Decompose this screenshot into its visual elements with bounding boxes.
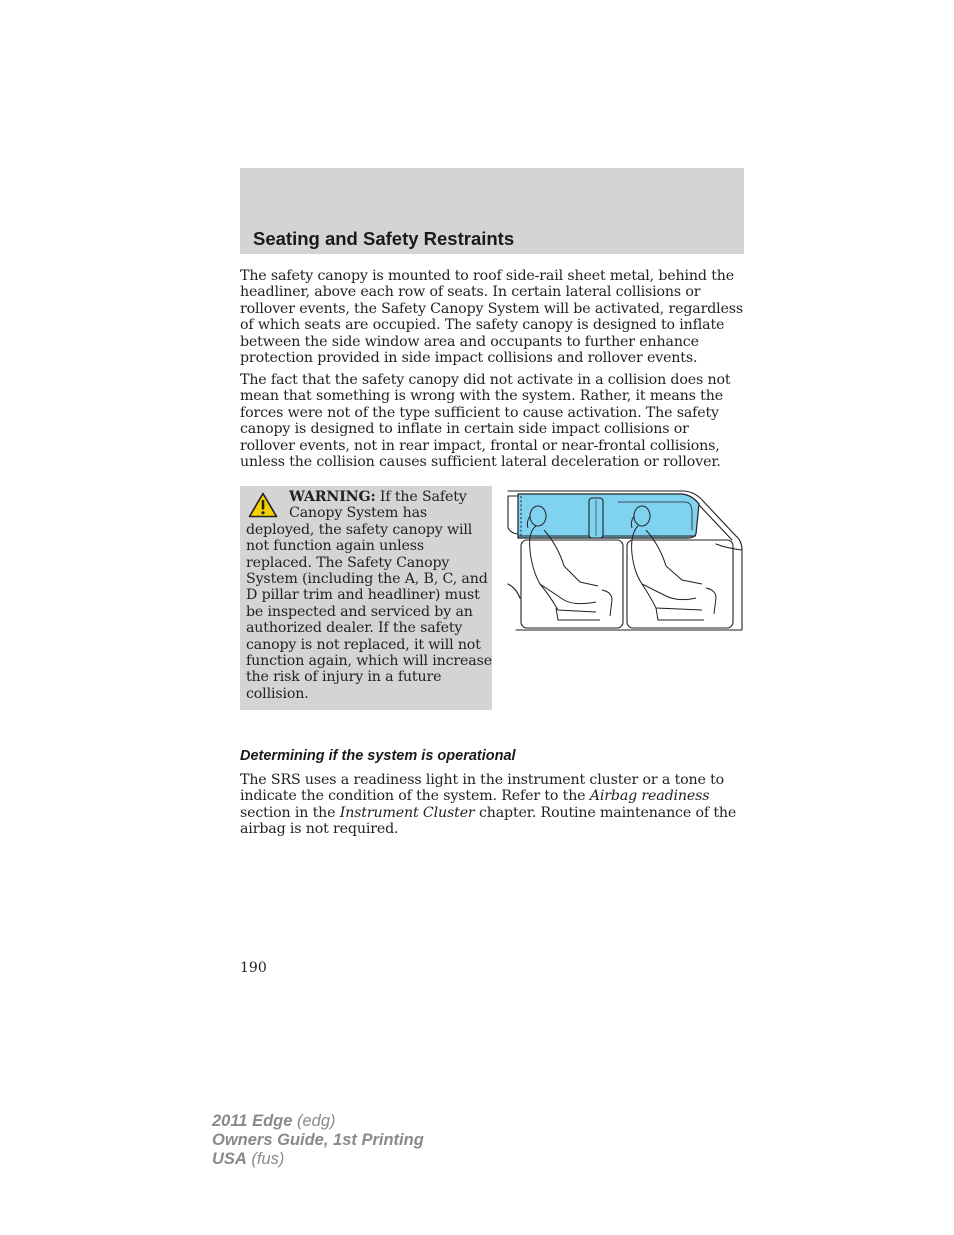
footer-printing: Owners Guide, 1st Printing bbox=[212, 1131, 424, 1149]
footer-market-code: (fus) bbox=[246, 1150, 285, 1168]
footer bbox=[212, 1112, 424, 1169]
footer-line-2 bbox=[212, 1131, 424, 1150]
instrument-cluster-reference: Instrument Cluster bbox=[339, 804, 475, 821]
warning-label: WARNING: bbox=[289, 489, 376, 505]
footer-model: 2011 Edge bbox=[212, 1112, 293, 1130]
footer-line-1 bbox=[212, 1112, 424, 1131]
srs-text-part-3: chapter. Routine maintenance of the airbag is not required. bbox=[240, 804, 737, 838]
footer-model-code: (edg) bbox=[292, 1112, 336, 1130]
section-title: Seating and Safety Restraints bbox=[253, 228, 515, 249]
srs-text-part-1: The SRS uses a readiness light in the instrument cluster or a tone to indicate the condition of the system. Refer to the bbox=[240, 772, 725, 805]
footer-line-3 bbox=[212, 1150, 424, 1169]
paragraph-srs-readiness bbox=[240, 772, 746, 838]
footer-market: USA bbox=[212, 1150, 247, 1168]
subheading-system-operational: Determining if the system is operational bbox=[240, 748, 516, 764]
page-number: 190 bbox=[240, 960, 267, 976]
safety-canopy-illustration bbox=[506, 488, 744, 634]
paragraph-canopy-location: The safety canopy is mounted to roof side-rail sheet metal, behind the headliner, above each row of seats. In certain lateral collisions or rollover events, the Safety Canopy System will be activated, regardless of which seats are occupied. The safety canopy is designed to inflate between the side window area and occupants to further enhance protection provided in side impact collisions and rollover events. bbox=[240, 268, 744, 367]
paragraph-canopy-activation: The fact that the safety canopy did not activate in a collision does not mean that something is wrong with the system. Rather, it means the forces were not of the type sufficient to cause activation. The safety canopy is designed to inflate in certain side impact collisions or rollover events, not in rear impact, frontal or near-frontal collisions, unless the collision causes sufficient lateral deceleration or rollover. bbox=[240, 372, 731, 471]
warning-box bbox=[240, 486, 492, 710]
warning-text bbox=[246, 489, 492, 702]
warning-body: If the Safety Canopy System has deployed, the safety canopy will not function again unless replaced. The Safety Canopy System (including the A, B, C, and D pillar trim and headliner) must be inspected and serviced by an authorized dealer. If the safety canopy is not replaced, it will not function again, which will increase the risk of injury in a future collision. bbox=[246, 489, 492, 702]
srs-text-part-2: section in the bbox=[240, 804, 340, 821]
airbag-readiness-reference: Airbag readiness bbox=[589, 788, 710, 805]
